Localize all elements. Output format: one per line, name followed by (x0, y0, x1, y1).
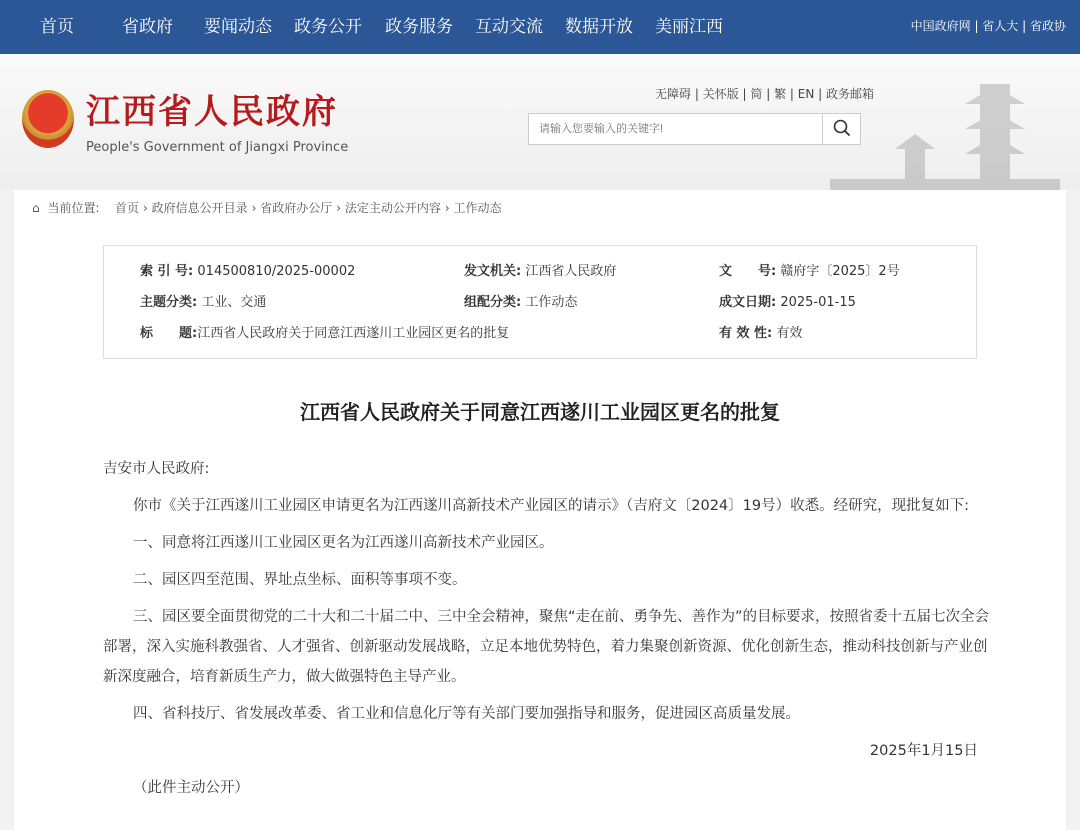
link-english[interactable]: EN (797, 87, 815, 101)
nav-home[interactable]: 首页 (40, 17, 74, 37)
breadcrumb-label: 当前位置: (47, 201, 100, 215)
home-icon: ⌂ (32, 201, 40, 215)
site-header (0, 54, 1080, 190)
link-elderly-mode[interactable]: 关怀版 (702, 87, 739, 101)
breadcrumb-general-office[interactable]: 省政府办公厅 (260, 201, 333, 215)
article-body (103, 454, 993, 810)
breadcrumb: ⌂ 当前位置: 首页 › 政府信息公开目录 › 省政府办公厅 › 法定主动公开内容 › 工作动态 (32, 201, 502, 215)
paragraph: 一、同意将江西遂川工业园区更名为江西遂川高新技术产业园区。 (133, 535, 554, 551)
breadcrumb-home[interactable]: 首页 (114, 201, 139, 215)
paragraph: 你市《关于江西遂川工业园区申请更名为江西遂川高新技术产业园区的请示》（吉府文〔2024〕19号）收悉。经研究，现批复如下: (133, 498, 969, 514)
meta-topic: 主题分类: 工业、交通 (140, 295, 267, 310)
site-title[interactable]: 江西省人民政府 (86, 92, 338, 132)
paragraph: 三、园区要全面贯彻党的二十大和二十届二中、三中全会精神，聚焦“走在前、勇争先、善作为”的目标要求，按照省委十五届七次全会部署，深入实施科教强省、人才强省、创新驱动发展战略，立足本地优势特色，着力集聚创新资源、优化创新生态，推动科技创新与产业创新深度融合，培育新质生产力，做大做强特色主导产业。 (103, 609, 990, 685)
nav-provincial-gov[interactable]: 省政府 (122, 17, 173, 37)
site-subtitle: People's Government of Jiangxi Province (86, 140, 349, 155)
document-metadata (103, 245, 977, 359)
meta-date: 成文日期: 2025-01-15 (719, 295, 856, 310)
top-links: 中国政府网 | 省人大 | 省政协 (910, 19, 1066, 33)
link-simplified[interactable]: 简 (750, 87, 763, 101)
nav-beautiful-jiangxi[interactable]: 美丽江西 (655, 17, 723, 37)
nav-interaction[interactable]: 互动交流 (475, 17, 543, 37)
paragraph: 二、园区四至范围、界址点坐标、面积等事项不变。 (133, 572, 467, 588)
nav-open-data[interactable]: 数据开放 (565, 17, 633, 37)
utility-links: 无障碍 | 关怀版 | 简 | 繁 | EN | 政务邮箱 (655, 87, 874, 101)
link-provincial-cppcc[interactable]: 省政协 (1029, 19, 1066, 33)
national-emblem-icon (22, 90, 74, 148)
breadcrumb-work-news[interactable]: 工作动态 (453, 201, 502, 215)
top-nav-bar (0, 0, 1080, 54)
paragraph: 四、省科技厅、省发展改革委、省工业和信息化厅等有关部门要加强指导和服务，促进园区高质量发展。 (133, 706, 800, 722)
meta-category: 组配分类: 工作动态 (464, 295, 578, 310)
link-provincial-congress[interactable]: 省人大 (982, 19, 1019, 33)
pavilion-illustration (830, 74, 1060, 190)
nav-news[interactable]: 要闻动态 (204, 17, 272, 37)
meta-title: 标 题:江西省人民政府关于同意江西遂川工业园区更名的批复 (140, 326, 510, 341)
meta-index: 索 引 号: 014500810/2025-00002 (140, 264, 356, 279)
search-box (528, 113, 861, 145)
article-title: 江西省人民政府关于同意江西遂川工业园区更名的批复 (300, 400, 780, 424)
issue-date: 2025年1月15日 (869, 743, 978, 759)
link-gov-mailbox[interactable]: 政务邮箱 (825, 87, 874, 101)
breadcrumb-info-catalog[interactable]: 政府信息公开目录 (151, 201, 248, 215)
meta-issuer: 发文机关: 江西省人民政府 (464, 264, 617, 279)
meta-validity: 有 效 性: 有效 (719, 326, 803, 341)
meta-docno: 文 号: 赣府字〔2025〕2号 (719, 264, 900, 279)
addressee: 吉安市人民政府: (103, 461, 210, 477)
publication-note: （此件主动公开） (133, 780, 249, 796)
link-china-gov[interactable]: 中国政府网 (910, 19, 971, 33)
search-input[interactable] (529, 114, 822, 144)
link-traditional[interactable]: 繁 (774, 87, 787, 101)
nav-gov-affairs-open[interactable]: 政务公开 (294, 17, 362, 37)
content-card (14, 190, 1066, 830)
breadcrumb-statutory-content[interactable]: 法定主动公开内容 (344, 201, 441, 215)
nav-gov-services[interactable]: 政务服务 (385, 17, 453, 37)
link-accessibility[interactable]: 无障碍 (655, 87, 692, 101)
